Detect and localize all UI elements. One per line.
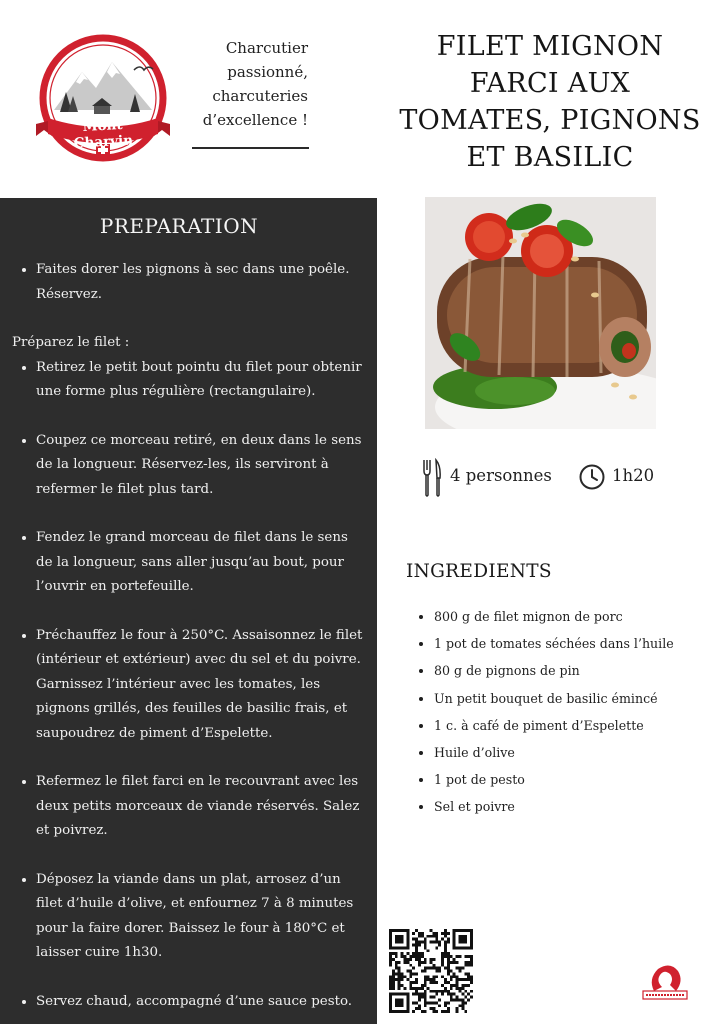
ingredient-item: • Un petit bouquet de basilic émincé [434, 685, 724, 712]
dish-photo [425, 197, 656, 429]
preparation-step: • Préchauffez le four à 250°C. Assaisonnez le filet (intérieur et extérieur) avec du sel et du poivre. Garnissez l’intérieur avec les tomates, les pignons grillés, des feuilles de basilic frais, et saupoudrez de piment d’Espelette. [36, 624, 364, 747]
servings-text: 4 personnes [450, 466, 552, 485]
recipe-meta [422, 458, 682, 498]
ingredients-heading: INGREDIENTS [406, 561, 552, 582]
title-line: FILET MIGNON [436, 31, 664, 62]
step-list [12, 868, 364, 966]
clock-icon [578, 463, 606, 491]
preparation-step: • Retirez le petit bout pointu du filet pour obtenir une forme plus régulière (rectangulaire). [36, 356, 364, 405]
preparation-step: • Fendez le grand morceau de filet dans le sens de la longueur, sans aller jusqu’au bout, pour l’ouvrir en portefeuille. [36, 526, 364, 600]
duration-text: 1h20 [612, 466, 655, 485]
maitre-artisan-icon [640, 961, 690, 1001]
step-list [12, 624, 364, 747]
step-list [12, 356, 364, 405]
preparation-step: • Servez chaud, accompagné d’une sauce pesto. [36, 990, 364, 1015]
title-line: FARCI AUX [469, 68, 631, 99]
preparation-step: • Déposez la viande dans un plat, arrosez d’un filet d’huile d’olive, et enfournez 7 à 8 minutes pour la faire dorer. Baissez le four à 180°C et laisser cuire 1h30. [36, 868, 364, 966]
ingredients-list [412, 603, 724, 821]
preparation-steps [12, 258, 364, 1014]
preparation-subheading: Préparez le filet : [12, 335, 130, 350]
preparation-step: • Faites dorer les pignons à sec dans une poêle. Réservez. [36, 258, 364, 307]
tagline-line: Charcutier [225, 39, 308, 57]
tagline-divider [192, 147, 309, 149]
preparation-step: • Refermez le filet farci en le recouvrant avec les deux petits morceaux de viande réservés. Salez et poivrez. [36, 770, 364, 844]
preparation-step: • Coupez ce morceau retiré, en deux dans le sens de la longueur. Réservez-les, ils serviront à refermer le filet plus tard. [36, 429, 364, 503]
recipe-title [378, 28, 722, 176]
step-list [12, 990, 364, 1015]
ingredient-item: • 1 c. à café de piment d’Espelette [434, 712, 724, 739]
qr-code[interactable] [389, 929, 473, 1013]
ingredient-item: • 1 pot de tomates séchées dans l’huile [434, 630, 724, 657]
step-list [12, 770, 364, 844]
ingredient-item: • 80 g de pignons de pin [434, 657, 724, 684]
ingredient-item: • 1 pot de pesto [434, 766, 724, 793]
fork-knife-icon [422, 458, 442, 498]
preparation-heading: PREPARATION [99, 214, 259, 238]
tagline-line: d’excellence ! [202, 111, 308, 129]
ingredient-item: • 800 g de filet mignon de porc [434, 603, 724, 630]
title-line: ET BASILIC [466, 142, 634, 173]
ingredient-item: • Sel et poivre [434, 793, 724, 820]
ingredient-item: • Huile d’olive [434, 739, 724, 766]
step-list [12, 258, 364, 307]
tagline-line: charcuteries [212, 87, 308, 105]
step-list [12, 526, 364, 600]
brand-tagline [186, 36, 308, 132]
tagline-line: passionné, [227, 63, 308, 81]
mont-charvin-logo [30, 32, 176, 166]
brand-name: Mont Charvin [73, 116, 134, 152]
step-list [12, 429, 364, 503]
preparation-panel [0, 198, 377, 1024]
title-line: TOMATES, PIGNONS [399, 105, 701, 136]
